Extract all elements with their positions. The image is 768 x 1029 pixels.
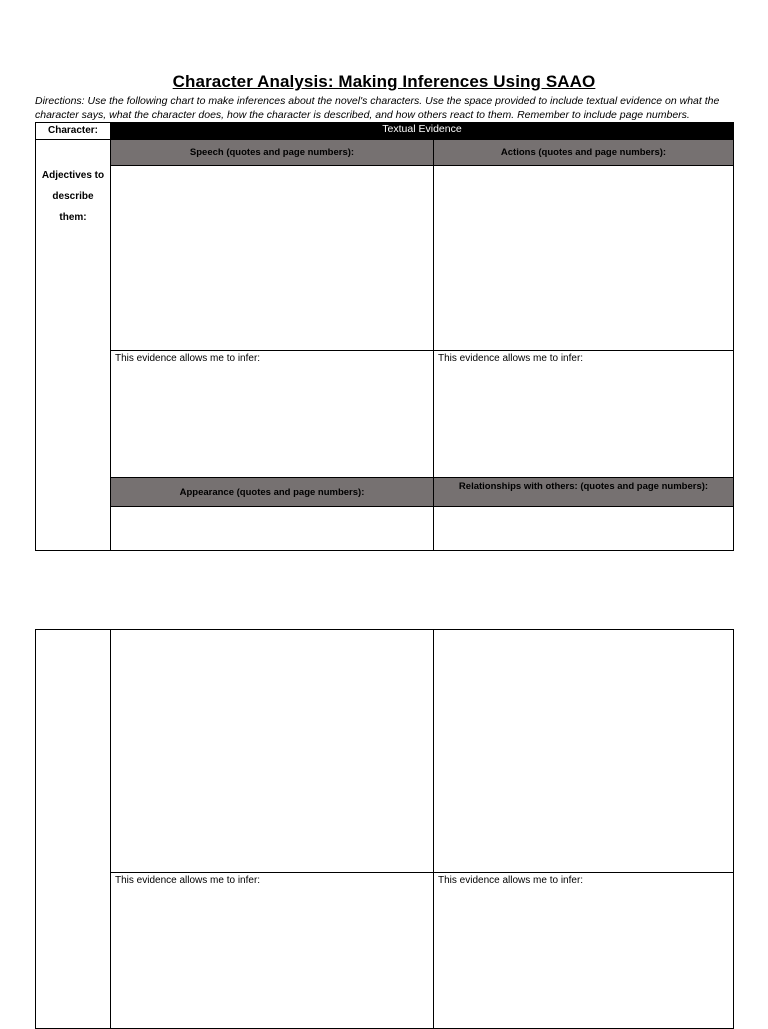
infer-label: This evidence allows me to infer: — [115, 353, 261, 364]
character-label: Character: — [47, 125, 99, 136]
textual-evidence-header: Textual Evidence — [110, 122, 734, 139]
appearance-inference-cell-2[interactable] — [110, 872, 434, 1029]
infer-label: This evidence allows me to infer: — [438, 353, 584, 364]
appearance-evidence-cell-2[interactable] — [110, 629, 434, 873]
character-label-cell — [35, 122, 111, 140]
page-title: Character Analysis: Making Inferences Using SAAO — [172, 72, 596, 91]
relationships-evidence-cell[interactable] — [433, 506, 734, 551]
appearance-header: Appearance (quotes and page numbers): — [110, 477, 434, 507]
adjectives-cell[interactable] — [35, 139, 111, 551]
actions-header: Actions (quotes and page numbers): — [433, 139, 734, 166]
adjectives-label: Adjectives to describe them: — [41, 170, 105, 223]
speech-inference-cell[interactable] — [110, 350, 434, 478]
speech-header: Speech (quotes and page numbers): — [110, 139, 434, 166]
relationships-inference-cell-2[interactable] — [433, 872, 734, 1029]
actions-inference-cell[interactable] — [433, 350, 734, 478]
relationships-header: Relationships with others: (quotes and page numbers): — [433, 477, 734, 507]
relationships-evidence-cell-2[interactable] — [433, 629, 734, 873]
adjectives-cell-2[interactable] — [35, 629, 111, 1029]
appearance-evidence-cell[interactable] — [110, 506, 434, 551]
infer-label: This evidence allows me to infer: — [115, 875, 261, 886]
directions-text: Directions: Use the following chart to make inferences about the novel's characters. Use the space provided to include textual evidence on what the character says, what the character does, how the character is described, and how others react to them. Remember to include page numbers. — [35, 95, 720, 121]
actions-evidence-cell[interactable] — [433, 165, 734, 351]
speech-evidence-cell[interactable] — [110, 165, 434, 351]
infer-label: This evidence allows me to infer: — [438, 875, 584, 886]
